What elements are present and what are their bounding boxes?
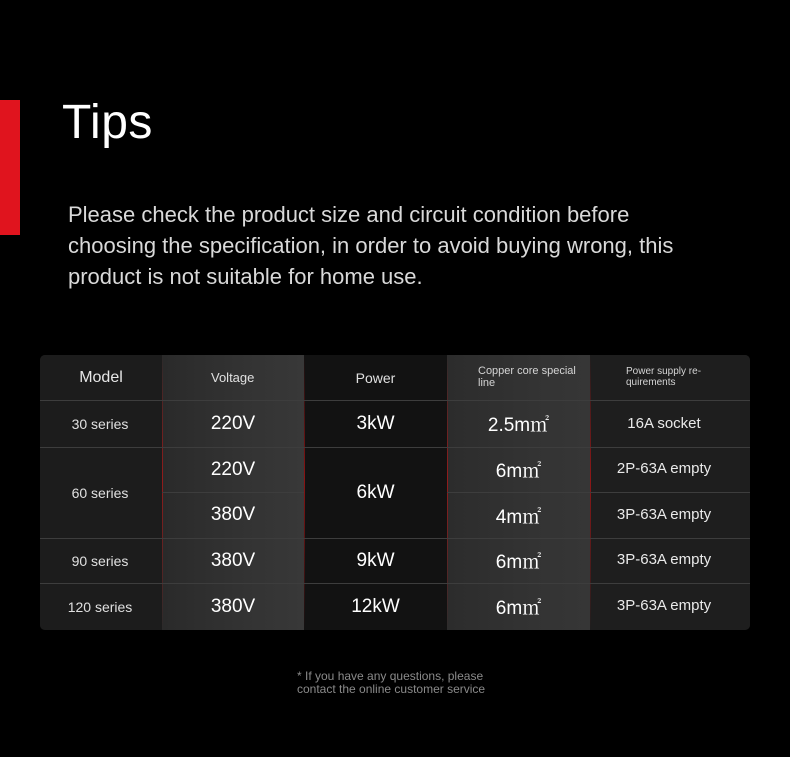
model-cell: 90 series [71,552,129,569]
header-copper-core: Copper core special line [478,365,576,389]
header-model: Model [79,368,123,386]
copper-cell: 6m㎡ [495,598,542,619]
supply-cell: 16A socket [627,415,701,432]
footnote-line: contact the online customer service [297,682,486,696]
tips-description: Please check the product size and circuit condition before choosing the specification, in order to avoid buying wrong, this product is not suitable for home use. [68,202,674,289]
header-power-supply: Power supply re- quirements [626,366,702,388]
supply-cell: 3P-63A empty [616,596,712,614]
copper-cell: 6m㎡ [495,461,542,482]
power-cell: 3kW [356,412,395,434]
header-power: Power [355,369,396,386]
supply-cell: 3P-63A empty [616,505,712,523]
spec-table [40,355,750,630]
copper-cell: 4m㎡ [495,506,542,528]
power-cell: 6kW [356,481,395,503]
voltage-cell: 220V [210,458,256,480]
footnote [297,670,485,696]
supply-cell: 3P-63A empty [616,550,712,568]
voltage-cell: 380V [210,504,256,525]
model-cell: 60 series [71,484,129,501]
model-cell: 120 series [67,598,133,615]
voltage-cell: 220V [210,412,256,434]
header-voltage: Voltage [211,370,255,385]
copper-cell: 2.5m㎡ [487,415,550,436]
supply-cell: 2P-63A empty [616,459,712,477]
power-cell: 12kW [351,595,400,617]
footnote-line: * If you have any questions, please [297,669,484,683]
copper-cell: 6m㎡ [495,552,542,573]
power-cell: 9kW [356,549,395,571]
page-title: Tips [62,96,153,149]
model-cell: 30 series [71,415,129,432]
voltage-cell: 380V [210,595,256,617]
red-accent-bar [0,100,20,235]
voltage-cell: 380V [210,549,256,571]
